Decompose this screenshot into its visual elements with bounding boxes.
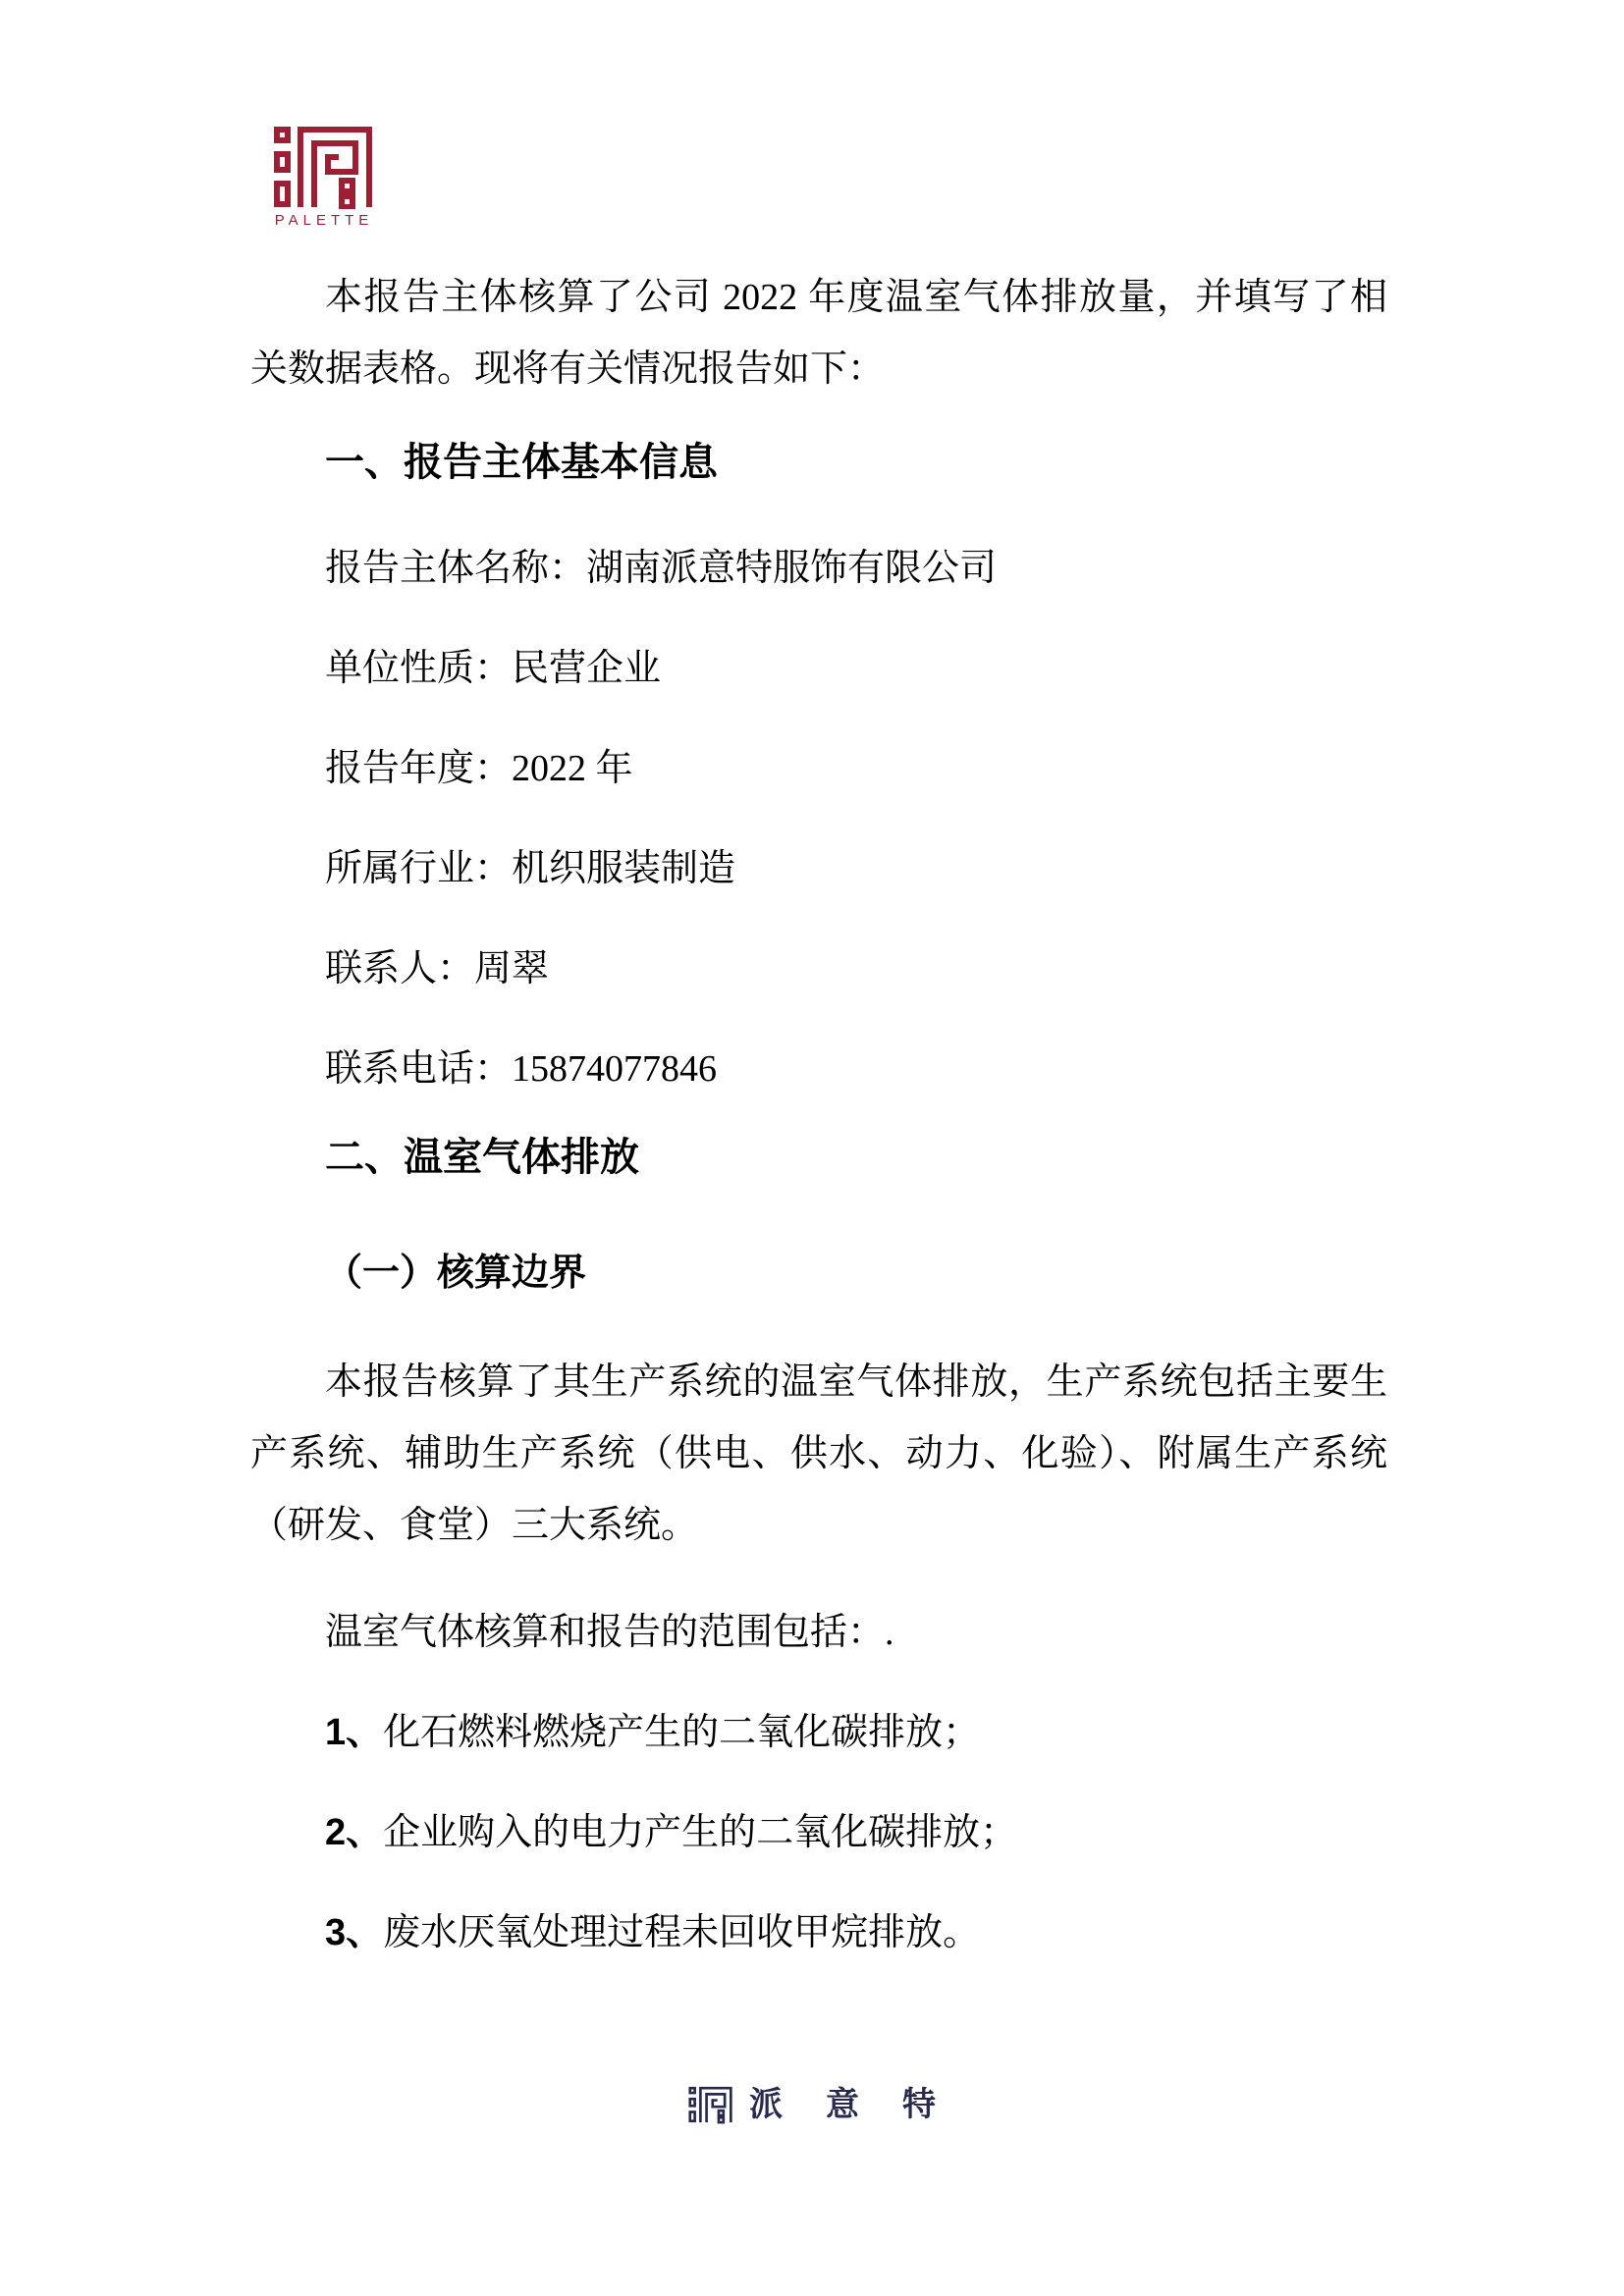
field-contact-phone: 联系电话：15874077846 (325, 1048, 718, 1090)
scope-item-3 (250, 1897, 1462, 1969)
palette-brand (273, 125, 375, 229)
intro-line-2: 关数据表格。现将有关情况报告如下： (250, 348, 886, 390)
scope-item-1-number: 1、 (325, 1712, 384, 1753)
field-report-year: 报告年度：2022 年 (325, 748, 633, 789)
footer-brand-name: 派意特 (749, 2086, 979, 2123)
palette-wordmark: PALETTE (274, 212, 374, 229)
field-contact-person: 联系人：周翠 (325, 948, 550, 989)
subsection1-heading: （一）核算边界 (325, 1253, 587, 1294)
boundary-paragraph (250, 1347, 1387, 1562)
intro-paragraph (250, 262, 1387, 405)
scope-item-2-text: 企业购入的电力产生的二氧化碳排放； (383, 1812, 1018, 1853)
footer-brand (0, 2085, 1624, 2124)
footer-maze-logo-icon (688, 2085, 733, 2124)
scope-item-1 (250, 1697, 1462, 1769)
scope-item-2 (250, 1797, 1462, 1869)
scope-item-3-text: 废水厌氧处理过程未回收甲烷排放。 (383, 1912, 981, 1953)
boundary-line-3: （研发、食堂）三大系统。 (250, 1505, 699, 1546)
boundary-line-2: 产系统、辅助生产系统（供电、供水、动力、化验）、附属生产系统 (250, 1433, 1387, 1474)
field-entity-name: 报告主体名称：湖南派意特服饰有限公司 (325, 548, 998, 589)
palette-maze-logo-icon (273, 125, 375, 209)
scope-item-1-text: 化石燃料燃烧产生的二氧化碳排放； (383, 1712, 981, 1753)
section1-heading: 一、报告主体基本信息 (325, 441, 718, 484)
field-industry: 所属行业：机织服装制造 (325, 848, 736, 889)
intro-line-1: 本报告主体核算了公司 2022 年度温室气体排放量，并填写了相 (325, 277, 1387, 318)
section2-heading: 二、温室气体排放 (325, 1136, 639, 1179)
scope-item-2-number: 2、 (325, 1812, 384, 1853)
scope-item-3-number: 3、 (325, 1912, 384, 1953)
scope-paragraph: 温室气体核算和报告的范围包括：. (325, 1612, 894, 1653)
field-entity-type: 单位性质：民营企业 (325, 648, 662, 689)
boundary-line-1: 本报告核算了其生产系统的温室气体排放，生产系统包括主要生 (325, 1362, 1387, 1403)
